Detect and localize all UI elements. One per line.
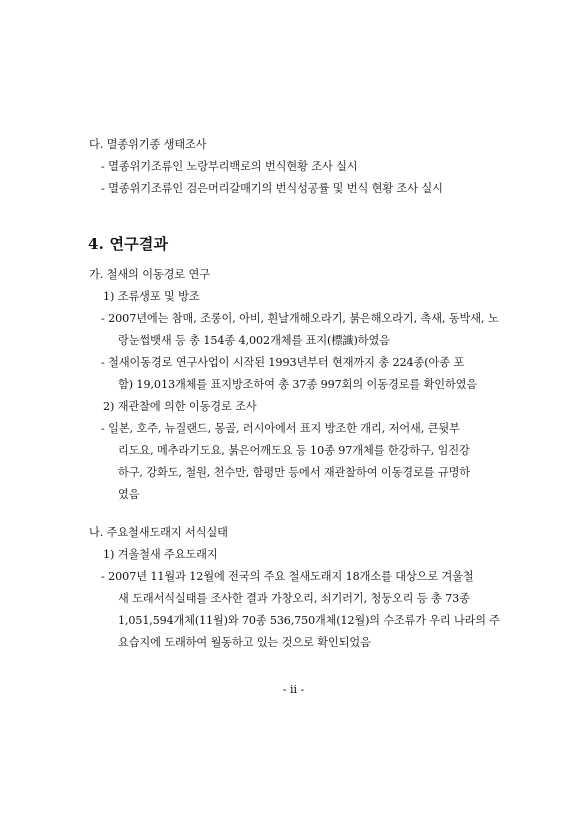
subsection-a-part1-item: 랑눈썹뱃새 등 총 154종 4,002개체를 표지(標識)하였음 [118,334,390,347]
species-survey-item: - 멸종위기조류인 검은머리갈매기의 번식성공률 및 번식 현황 조사 실시 [101,182,443,195]
subsection-a-title: 가. 철새의 이동경로 연구 [89,268,210,281]
subsection-a-part2-item: 리도요, 메추라기도요, 붉은어깨도요 등 10종 97개체를 한강하구, 임진강 [118,444,470,457]
subsection-a-part1-item: - 2007년에는 참매, 조롱이, 아비, 흰날개해오라기, 붉은해오라기, 촉새, 동박새, 노 [101,312,499,325]
subsection-a-part2-item: - 일본, 호주, 뉴질랜드, 몽골, 러시아에서 표지 방조한 개리, 저어새, 큰뒷부 [101,422,460,435]
subsection-a-part2-item: 였음 [118,488,140,501]
subsection-a-part1-item: 함) 19,013개체를 표지방조하여 총 37종 997회의 이동경로를 확인하였음 [118,378,478,391]
subsection-b-part1-title: 1) 겨울철새 주요도래지 [103,548,218,561]
subsection-a-part2-title: 2) 재관찰에 의한 이동경로 조사 [103,400,257,413]
subsection-a-part1-title: 1) 조류생포 및 방조 [103,290,200,303]
species-survey-item: - 멸종위기조류인 노랑부리백로의 번식현황 조사 실시 [101,160,358,173]
subsection-a-part2-item: 하구, 강화도, 철원, 천수만, 함평만 등에서 재관찰하여 이동경로를 규명하 [118,466,470,479]
page-number: - ii - [282,683,305,696]
subsection-b-part1-item: - 2007년 11월과 12월에 전국의 주요 철새도래지 18개소를 대상으로 겨울철 [101,570,474,583]
subsection-b-part1-item: 새 도래서식실태를 조사한 결과 가창오리, 쇠기러기, 청둥오리 등 총 73종 [118,592,470,605]
subsection-b-part1-item: 요습지에 도래하여 월동하고 있는 것으로 확인되었음 [118,636,371,649]
species-survey-title: 다. 멸종위기종 생태조사 [89,138,207,151]
subsection-a-part1-item: - 철새이동경로 연구사업이 시작된 1993년부터 현재까지 총 224종(아종 포 [101,356,465,369]
results-heading: 4. 연구결과 [88,235,169,253]
subsection-b-part1-item: 1,051,594개체(11월)와 70종 536,750개체(12월)의 수조류가 우리 나라의 주 [118,614,500,627]
subsection-b-title: 나. 주요철새도래지 서식실태 [89,526,228,539]
